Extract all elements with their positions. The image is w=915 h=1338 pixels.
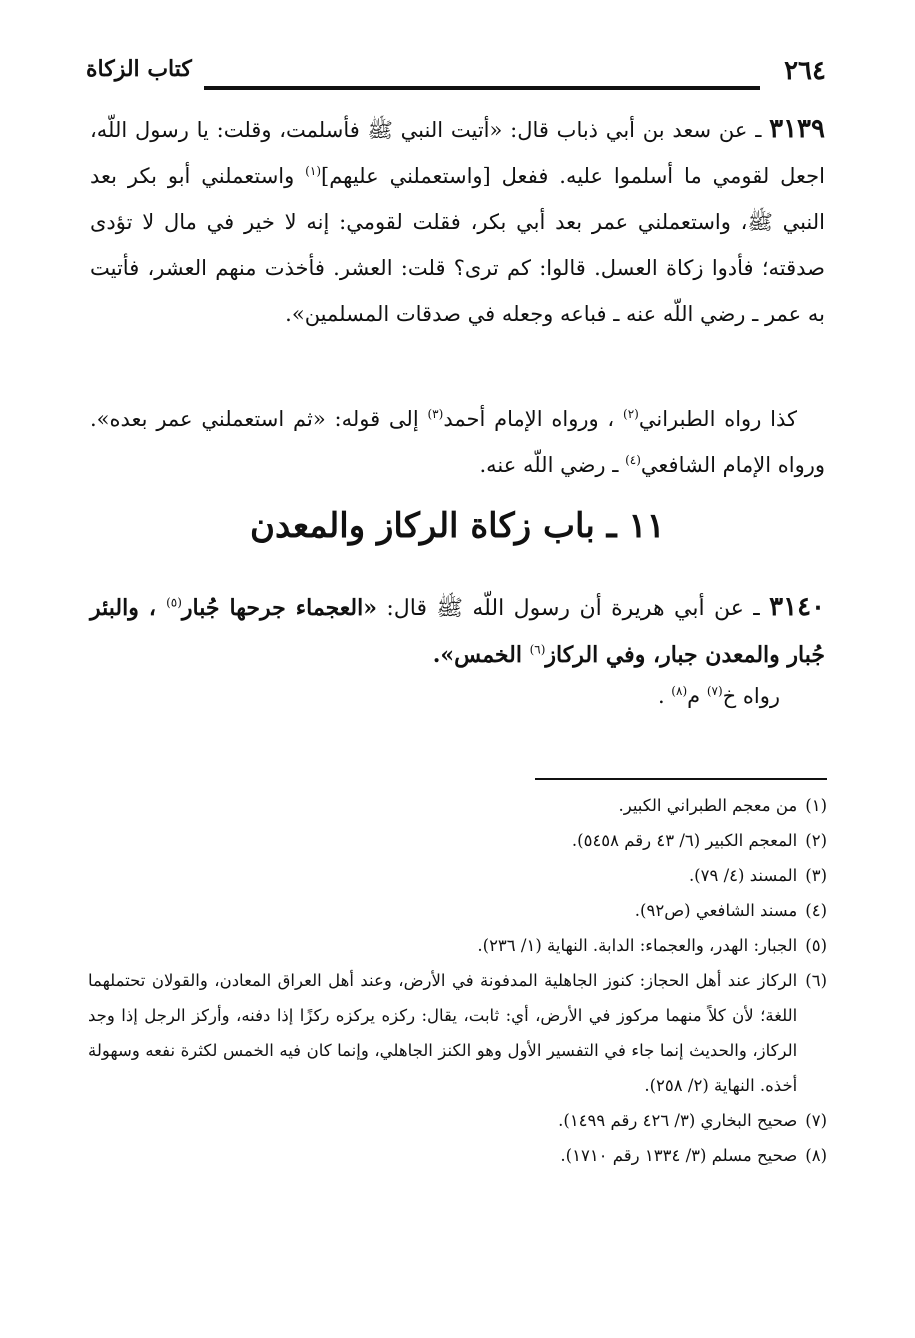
hadith-3140 <box>90 584 825 679</box>
footnote <box>88 1103 827 1138</box>
hadith-number: ٣١٣٩ <box>769 114 825 144</box>
page-header <box>86 56 826 100</box>
hadith-3139 <box>90 106 825 337</box>
footnote <box>88 1138 827 1173</box>
footnotes <box>88 788 827 1173</box>
footnote-ref[interactable]: (١) <box>305 164 321 178</box>
footnote-text: صحيح البخاري (٣/ ٤٢٦ رقم ١٤٩٩). <box>558 1111 798 1130</box>
footnote-number: (٣) <box>805 866 827 885</box>
footnote-number: (١) <box>805 796 827 815</box>
narration-text: ـ رضي اللّه عنه. <box>479 453 626 477</box>
hadith-text-continued: واستعملني أبو بكر بعد النبي ﷺ، واستعملني عمر بعد أبي بكر، فقلت لقومي: إنه لا خير في مال لا تؤدى صدقته؛ فأدوا زكاة العسل. قالوا: كم ترى؟ قلت: العشر. فأخذت منهم العشر، فأتيت به عمر ـ رضي اللّه عنه ـ فباعه وجعله في صدقات المسلمين». <box>90 164 825 326</box>
narration-text: ، ورواه الإمام أحمد <box>443 407 624 431</box>
footnote-text: المسند (٤/ ٧٩). <box>688 866 798 885</box>
narration-text: إلى قوله: «ثم استعملني عمر بعده». ورواه الإمام الشافعي <box>90 407 825 477</box>
narration-text: كذا رواه الطبراني <box>638 407 797 431</box>
footnote <box>88 928 827 963</box>
narration-text: م <box>687 684 707 708</box>
footnote <box>88 823 827 858</box>
footnote-number: (٥) <box>805 936 827 955</box>
footnote-number: (٦) <box>805 971 827 990</box>
footnote-text: الجبار: الهدر، والعجماء: الدابة. النهاية (١/ ٢٣٦). <box>477 936 798 955</box>
footnote <box>88 788 827 823</box>
narration-text: رواه خ <box>722 684 780 708</box>
footnote-ref[interactable]: (٢) <box>623 407 639 421</box>
hadith-quote: ، والبئر جُبار والمعدن جبار، وفي الركاز <box>90 595 825 668</box>
footnote-ref[interactable]: (٨) <box>671 684 688 698</box>
footnote-text: من معجم الطبراني الكبير. <box>618 796 798 815</box>
footnote-ref[interactable]: (٣) <box>427 407 444 421</box>
footnote-ref[interactable]: (٥) <box>166 595 182 610</box>
header-rule <box>204 86 760 90</box>
footnote-text: المعجم الكبير (٦/ ٤٣ رقم ٥٤٥٨). <box>571 831 798 850</box>
footnote-ref[interactable]: (٦) <box>529 642 546 657</box>
footnote-separator <box>535 778 827 780</box>
footnote <box>88 893 827 928</box>
footnote-text: الركاز عند أهل الحجاز: كنوز الجاهلية المدفونة في الأرض، وعند أهل العراق المعادن، والقولان تحتملهما اللغة؛ لأن كلاً منهما مركوز في الأرض، أي: ثابت، يقال: ركزه يركزه ركزًا إذا دفنه، وأركز الرجل إذا وجد الركاز، والحديث إنما جاء في التفسير الأول وهو الكنز الجاهلي، وإنما كان فيه الخمس لكثرة نفعه وسهولة أخذه. النهاية (٢/ ٢٥٨). <box>88 971 798 1095</box>
hadith-number: ٣١٤٠ <box>769 592 825 622</box>
hadith-text: ـ عن أبي هريرة أن رسول اللّه ﷺ قال: <box>376 596 760 621</box>
page-number: ٢٦٤ <box>784 56 826 86</box>
book-title: كتاب الزكاة <box>86 56 192 82</box>
footnote-number: (٢) <box>805 831 827 850</box>
chapter-title: ١١ ـ باب زكاة الركاز والمعدن <box>250 506 665 546</box>
footnote-text: مسند الشافعي (ص٩٢). <box>634 901 798 920</box>
footnote-number: (٧) <box>805 1111 827 1130</box>
footnote <box>88 963 827 1103</box>
footnote <box>88 858 827 893</box>
footnote-ref[interactable]: (٤) <box>625 453 641 467</box>
footnote-number: (٨) <box>805 1146 827 1165</box>
hadith-quote: «العجماء جرحها جُبار <box>181 595 377 621</box>
narration-3140 <box>658 684 780 708</box>
footnote-ref[interactable]: (٧) <box>706 684 723 698</box>
hadith-quote: الخمس». <box>432 642 530 668</box>
narration-text: . <box>657 684 672 708</box>
footnote-text: صحيح مسلم (٣/ ١٣٣٤ رقم ١٧١٠). <box>560 1146 798 1165</box>
footnote-number: (٤) <box>805 901 827 920</box>
narration-3139 <box>90 396 825 488</box>
hadith-text: ـ عن سعد بن أبي ذباب قال: «أتيت النبي ﷺ فأسلمت، وقلت: يا رسول اللّه، اجعل لقومي ما أسلموا عليه. ففعل [واستعملني عليهم] <box>90 118 825 188</box>
